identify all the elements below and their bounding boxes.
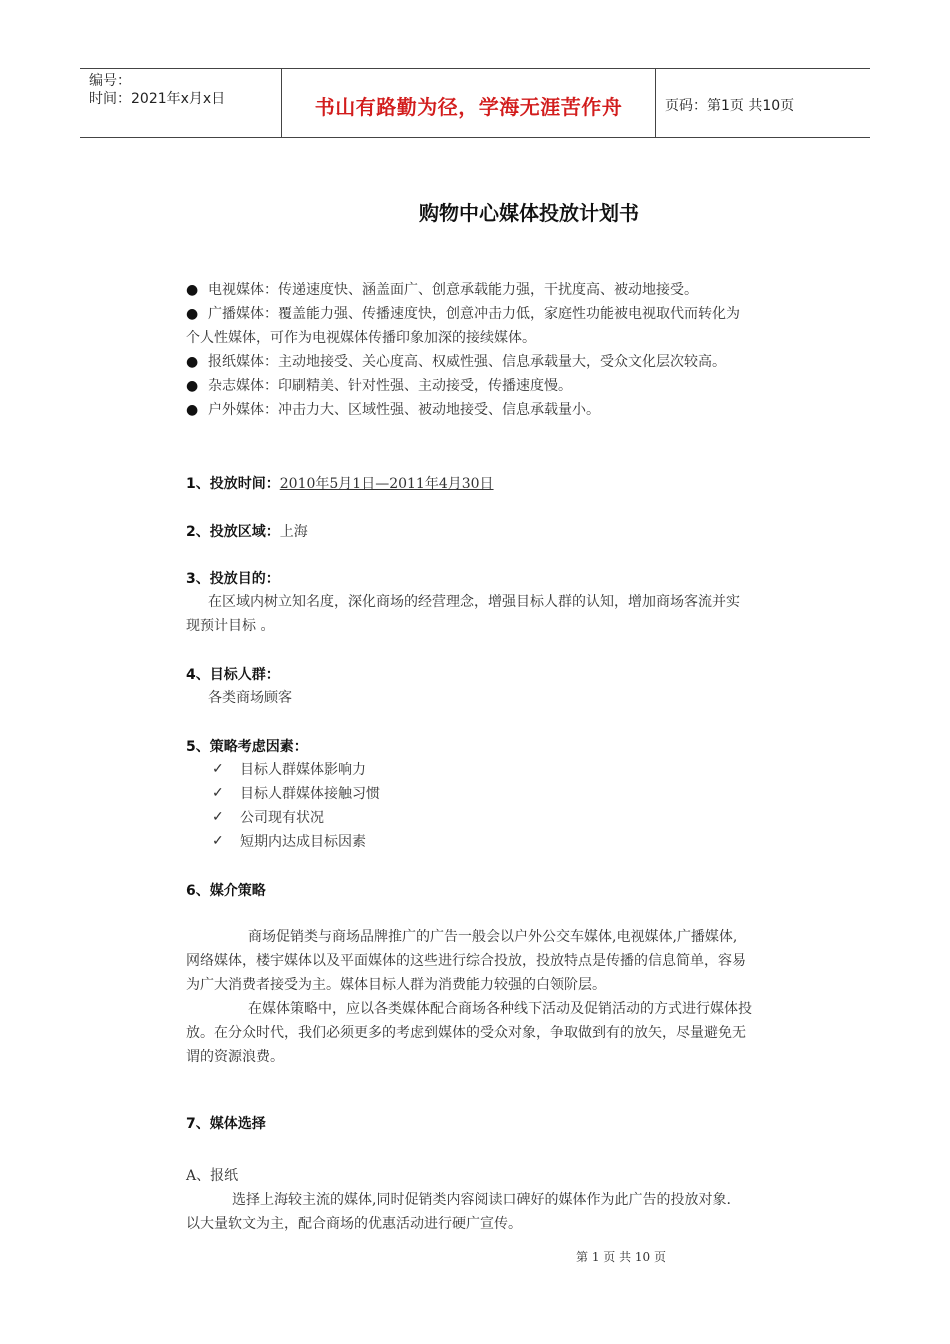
media-item-magazine: 杂志媒体：印刷精美、针对性强、主动接受，传播速度慢。 <box>208 378 572 394</box>
placement-period: 2010年5月1日—2011年4月30日 <box>279 476 494 492</box>
section-6-heading: 6、媒介策略 <box>186 883 266 899</box>
checkmark-icon: ✓ <box>212 833 224 849</box>
header-time-label: 时间：2021年x月x日 <box>89 91 226 107</box>
section-6-paragraph-line: 放。在分众时代，我们必须更多的考虑到媒体的受众对象，争取做到有的放矢，尽量避免无 <box>186 1025 746 1041</box>
section-7-subheading: A、报纸 <box>186 1168 239 1184</box>
section-6-paragraph-line: 谓的资源浪费。 <box>186 1049 284 1065</box>
bullet-icon: ● <box>186 306 199 322</box>
checkmark-icon: ✓ <box>212 809 224 825</box>
checkmark-icon: ✓ <box>212 785 224 801</box>
bullet-icon: ● <box>186 378 199 394</box>
section-4-heading: 4、目标人群： <box>186 667 280 683</box>
document-title: 购物中心媒体投放计划书 <box>419 201 639 225</box>
bullet-icon: ● <box>186 354 199 370</box>
strategy-factor: 目标人群媒体接触习惯 <box>240 786 380 802</box>
bullet-icon: ● <box>186 282 199 298</box>
header-divider <box>655 69 656 137</box>
target-audience: 各类商场顾客 <box>208 690 292 706</box>
bullet-icon: ● <box>186 402 199 418</box>
section-6-paragraph-line: 商场促销类与商场品牌推广的广告一般会以户外公交车媒体,电视媒体,广播媒体, <box>248 929 738 945</box>
strategy-factor: 短期内达成目标因素 <box>240 834 366 850</box>
section-6-paragraph-line: 为广大消费者接受为主。媒体目标人群为消费能力较强的白领阶层。 <box>186 977 606 993</box>
section-6-paragraph-line: 网络媒体，楼宇媒体以及平面媒体的这些进行综合投放，投放特点是传播的信息简单，容易 <box>186 953 746 969</box>
section-1-title: 1、投放时间： <box>186 476 280 492</box>
section-7-paragraph-line: 选择上海较主流的媒体,同时促销类内容阅读口碑好的媒体作为此广告的投放对象. <box>232 1192 731 1208</box>
strategy-factor: 公司现有状况 <box>240 810 324 826</box>
section-7-heading: 7、媒体选择 <box>186 1116 266 1132</box>
document-header-table <box>80 68 870 138</box>
section-7-paragraph-line: 以大量软文为主，配合商场的优惠活动进行硬广宣传。 <box>186 1216 522 1232</box>
section-3-paragraph-line: 在区域内树立知名度，深化商场的经营理念，增强目标人群的认知，增加商场客流并实 <box>208 594 740 610</box>
strategy-factor: 目标人群媒体影响力 <box>240 762 366 778</box>
media-item-tv: 电视媒体：传递速度快、涵盖面广、创意承载能力强，干扰度高、被动地接受。 <box>208 282 698 298</box>
page-footer: 第 1 页 共 10 页 <box>576 1250 666 1264</box>
media-item-radio-continued: 个人性媒体，可作为电视媒体传播印象加深的接续媒体。 <box>186 330 536 346</box>
header-page-info: 页码：第1页 共10页 <box>665 98 795 114</box>
header-motto: 书山有路勤为径，学海无涯苦作舟 <box>314 95 623 119</box>
header-meta <box>89 72 225 108</box>
media-item-newspaper: 报纸媒体：主动地接受、关心度高、权威性强、信息承载量大，受众文化层次较高。 <box>208 354 726 370</box>
placement-region: 上海 <box>279 524 308 540</box>
media-item-outdoor: 户外媒体：冲击力大、区域性强、被动地接受、信息承载量小。 <box>208 402 600 418</box>
header-number-label: 编号： <box>89 73 131 89</box>
section-1-heading <box>186 473 494 493</box>
checkmark-icon: ✓ <box>212 761 224 777</box>
section-2-title: 2、投放区域： <box>186 524 280 540</box>
section-3-paragraph-line: 现预计目标 。 <box>186 618 275 634</box>
section-6-paragraph-line: 在媒体策略中，应以各类媒体配合商场各种线下活动及促销活动的方式进行媒体投 <box>248 1001 752 1017</box>
media-item-radio: 广播媒体：覆盖能力强、传播速度快，创意冲击力低，家庭性功能被电视取代而转化为 <box>208 306 740 322</box>
section-5-heading: 5、策略考虑因素： <box>186 739 308 755</box>
section-2-heading <box>186 521 308 541</box>
section-3-heading: 3、投放目的： <box>186 571 280 587</box>
